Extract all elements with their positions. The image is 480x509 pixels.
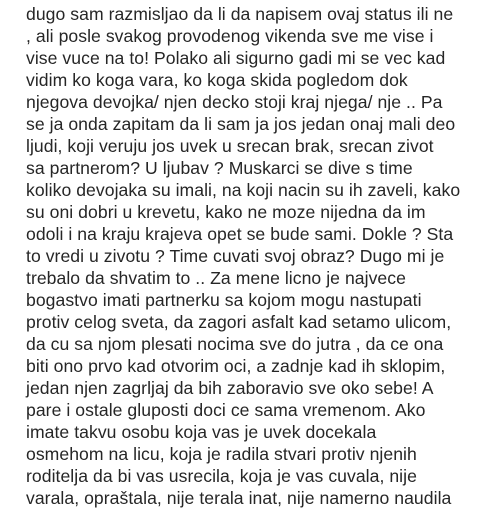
status-line: vise vuce na to! Polako ali sigurno gadi mi se vec kad <box>26 48 446 68</box>
status-line: imate takvu osobu koja vas je uvek docekala <box>26 422 377 442</box>
status-text-body <box>26 3 476 509</box>
status-line: da cu sa njom plesati nocima sve do jutra , da ce ona <box>26 334 444 354</box>
status-line: jedan njen zagrljaj da bih zaboravio sve oko sebe! A <box>26 378 434 398</box>
status-line: trebalo da shvatim to .. Za mene licno je najvece <box>26 268 406 288</box>
status-line: roditelja da bi vas usrecila, koja je vas cuvala, nije <box>26 466 417 486</box>
status-line: osmehom na licu, koja je radila stvari protiv njenih <box>26 444 417 464</box>
status-line: vidim ko koga vara, ko koga skida pogledom dok <box>26 70 408 90</box>
status-line: to vredi u zivotu ? Time cuvati svoj obraz? Dugo mi je <box>26 246 445 266</box>
status-line: biti ono prvo kad otvorim oci, a zadnje kad ih sklopim, <box>26 356 446 376</box>
status-line: varala, opraštala, nije terala inat, nije namerno naudila <box>26 488 452 508</box>
status-line: protiv celog sveta, da zagori asfalt kad setamo ulicom, <box>26 312 452 332</box>
status-line: , ali posle svakog provodenog vikenda sve me vise i <box>26 26 434 46</box>
status-line: su oni dobri u krevetu, kako ne moze nijedna da im <box>26 202 426 222</box>
status-line: njegova devojka/ njen decko stoji kraj njega/ nje .. Pa <box>26 92 443 112</box>
status-line: sa partnerom? U ljubav ? Muskarci se dive s time <box>26 158 413 178</box>
status-line: ljudi, koji veruju jos uvek u srecan brak, srecan zivot <box>26 136 434 156</box>
status-line: odoli i na kraju krajeva opet se bude sami. Dokle ? Sta <box>26 224 454 244</box>
status-line: se ja onda zapitam da li sam ja jos jedan onaj mali deo <box>26 114 456 134</box>
status-line: dugo sam razmisljao da li da napisem ovaj status ili ne <box>26 4 454 24</box>
status-line: bogastvo imati partnerku sa kojom mogu nastupati <box>26 290 422 310</box>
status-line: koliko devojaka su imali, na koji nacin su ih zaveli, kako <box>26 180 461 200</box>
status-line: pare i ostale gluposti doci ce sama vremenom. Ako <box>26 400 426 420</box>
